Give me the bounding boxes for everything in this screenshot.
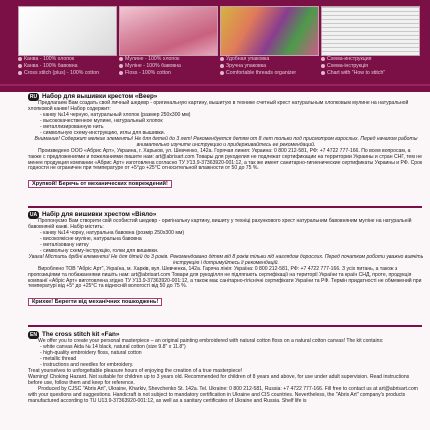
bullet-icon — [321, 71, 325, 75]
section-paragraph: Предлагаем Вам создать свой личный шедевр - оригинальную картину, вышитую в технике счетный крест натуральным хлопковым мулине на натуральной хлопковой канве! Набор содержит: — [28, 100, 409, 112]
feature-item: Канва - 100% бавовна — [18, 63, 115, 69]
section-paragraph: - instructions and needles for embroidery. — [40, 361, 134, 368]
section-ru — [28, 92, 424, 190]
section-paragraph: - металізовану нитку — [40, 241, 89, 248]
section-ua — [28, 210, 424, 308]
bullet-icon — [18, 64, 22, 68]
section-paragraph: Warning! Choking Hazard. Not suitable for children up to 3 years old. Recommended for children of 8 years and above, for use under adult supervision. Read instructions before use, follow them and keep for reference. — [28, 373, 410, 386]
bullet-icon — [119, 64, 123, 68]
feature-item: Comfortable threads organizer — [220, 70, 317, 76]
section-paragraph: - символьну схему-інструкцію, голки для вишивки. — [40, 247, 159, 254]
product-photo-canvas — [18, 6, 117, 56]
flag-en-icon: EN — [28, 331, 39, 339]
feature-item: Удобная упаковка — [220, 56, 317, 62]
section-divider — [28, 206, 422, 208]
feature-item: Мулине - 100% хлопок — [119, 56, 216, 62]
feature-item: Cross stitch (plus) - 100% cotton — [18, 70, 115, 76]
fragile-warning: Хрупкой! Беречь от механических повреждений! — [28, 180, 172, 188]
section-paragraph: - металлизированную нить — [40, 123, 104, 130]
section-body — [28, 101, 424, 172]
section-paragraph: - metallic thread — [40, 355, 77, 362]
section-paragraph: - символьную схему-инструкцию, иглы для вышивки. — [40, 129, 166, 136]
section-title: Набір для вишивки хрестом «Віяло» — [42, 211, 157, 218]
section-paragraph: Treat yourselves to unforgettable pleasure hours of enjoying the creation of a true masterpiece! — [28, 367, 243, 374]
product-photo-floss-pink — [119, 6, 218, 56]
bullet-icon — [18, 71, 22, 75]
section-paragraph: Произведено ООО «Абрис Арт», Украина, г. Харьков, ул. Шевченко, 142а. Горячая линия: Украина: 0 800 212-581, РФ: +7 4722 777-166. По всем вопросам, а также с предложениями и пожеланиями пишите нам: art@abrisart.com Товары для рукоделия не подлежат сертификации на территории Украины и стран СНГ, тем не менее продукция компании «Абрис Арт» изготовлена согласно ТУ У13.9-37363920-001:12, а так же имеет санитарно-гигиенические сертификаты Украины и РФ. Срок годности не ограничен при температуре от +5°до +25°С относительной влажности от 50 до 75 %. — [28, 147, 423, 172]
section-paragraph: Пропонуємо Вам створити свій особистий шедевр - оригінальну картину, вишиту у техніці рахункового хрест натуральним бавовняним муліне на натуральній бавовняній канві. Набір містить: — [28, 218, 412, 230]
description-area — [0, 92, 430, 430]
section-paragraph: - white canvas Aida № 14 black, natural cotton (size 9.8" x 11.8") — [40, 343, 186, 350]
bullet-icon — [220, 57, 224, 61]
bullet-icon — [220, 64, 224, 68]
flag-ru-icon: RU — [29, 93, 38, 100]
section-title: The cross stitch kit «Fan» — [42, 331, 120, 338]
fragile-warning: Крихке! Берегти від механічних пошкоджень! — [28, 298, 162, 306]
section-divider — [28, 325, 422, 327]
feature-item: Муліне - 100% бавовна — [119, 63, 216, 69]
section-paragraph: Вироблено ТОВ "Абріс Арт", Україна, м. Харків, вул. Шевченка, 142а. Гаряча лінія: Україна: 0 800 212-581, РФ: +7 4722 777-166. З усіх питань, а також з пропозиціями та побажаннями пишіть нам: art@abrisart.com Товари для рукоділля не підлягають сертифікації на території України та країн СНД, проте, продукція компанії «Абріс Арт» виготовлена згідно ТУ У13.9-37363920-001:12, а також має санітарно-гігієнічні сертифікати України та РФ. Термін придатності не обмежений при температурі від +5° до +25°С та відносній вологості від 50 до 75 %. — [28, 265, 422, 290]
feature-item: Chart with "How to stitch" — [321, 70, 418, 76]
flag-ua-icon: UA — [29, 211, 38, 218]
section-paragraph: - high-quality embroidery floss, natural cotton — [40, 349, 142, 356]
section-body — [28, 339, 424, 404]
section-title: Набор для вышивки крестом «Веер» — [42, 93, 158, 100]
section-en — [28, 330, 424, 404]
section-body — [28, 219, 424, 290]
bullet-icon — [119, 57, 123, 61]
feature-item: Схема-инструкция — [321, 56, 418, 62]
section-paragraph: We offer you to create your personal masterpiece – an original painting embroidered with natural cotton floss on a natural cotton canvas! The kit contains: — [38, 338, 384, 344]
feature-item: Схема-інструкція — [321, 63, 418, 69]
product-photo-floss-colors — [220, 6, 319, 56]
product-photos — [18, 6, 420, 56]
header-banner — [0, 0, 430, 92]
section-paragraph: Produced by CJSC "Abris Art", Ukraine, Kharkiv, Shevchenko St. 142a. Tel. Ukraine: 0 800 212-581, Russia: +7 4722 777-166. Fill free to contact us at art@abrisart.com with your questions and suggestions. Handicraft is not subject to mandatory certification in Ukraine and CIS countries. Nevertheless, the "Abris Art" company's products manufactured according to TU U13.9-37363920-001:12, as well as a sanitary certificates of Ukraine and Russia. Shelf life is — [28, 385, 418, 404]
features-grid — [18, 56, 418, 76]
section-paragraph: Внимание! Содержит мелкие элементы! Не для детей до 3 лет! Рекомендуется детям от 8 лет только под присмотром взрослых. Перед началом работы внимательно изучите инструкцию и придерживайтесь ее рекомендаций. — [34, 135, 418, 148]
product-photo-chart — [321, 6, 420, 56]
bullet-icon — [18, 57, 22, 61]
section-paragraph: - високоякісне муліне, натуральна бавовна — [40, 235, 142, 242]
bullet-icon — [321, 64, 325, 68]
section-paragraph: - высококачественное мулине, натуральный хлопок — [40, 117, 163, 124]
feature-item: Floss - 100% cotton — [119, 70, 216, 76]
bullet-icon — [321, 57, 325, 61]
feature-item: Зручна упаковка — [220, 63, 317, 69]
bullet-icon — [220, 71, 224, 75]
section-paragraph: - канву №14 чорну, натуральна бавовна (розмір 250х300 мм) — [40, 229, 185, 236]
section-paragraph: Увага! Містить дрібні елементи! Не для дітей до 3 років. Рекомендовано дітям від 8 років тільки під наглядом дорослих. Перед початком роботи уважно вивчіть інструкцію і дотримуйтесь її рекомендацій. — [28, 253, 424, 266]
section-paragraph: - канву №14 черную, натуральный хлопок (размер 250х300 мм) — [40, 111, 191, 118]
feature-item: Канва - 100% хлопок — [18, 56, 115, 62]
bullet-icon — [119, 71, 123, 75]
